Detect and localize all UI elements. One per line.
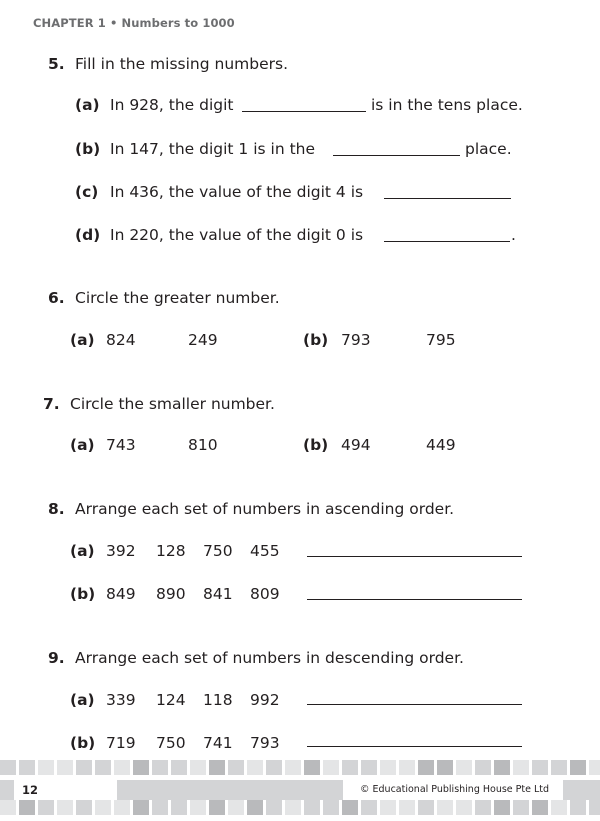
footer-tile — [456, 800, 472, 815]
footer-tile — [266, 800, 282, 815]
q8b-number: 890 — [156, 585, 186, 603]
q8a-answer-line[interactable] — [307, 556, 522, 557]
footer-tile — [342, 800, 358, 815]
q8b-answer-line[interactable] — [307, 599, 522, 600]
q7b-label: (b) — [303, 436, 329, 454]
footer-tile — [114, 800, 130, 815]
footer-tile — [152, 800, 168, 815]
footer-tile — [399, 760, 415, 775]
footer-tile — [456, 760, 472, 775]
question-5-text: Fill in the missing numbers. — [75, 55, 289, 73]
footer-tile — [228, 760, 244, 775]
q7a-number-2[interactable]: 810 — [188, 436, 218, 454]
footer-tile — [76, 800, 92, 815]
footer-tile — [361, 800, 377, 815]
q9a-number: 992 — [250, 691, 280, 709]
footer-tile — [114, 760, 130, 775]
q5b-text-before: In 147, the digit 1 is in the — [110, 140, 316, 158]
q8b-number: 841 — [203, 585, 233, 603]
footer-tile — [171, 760, 187, 775]
footer-tile — [551, 800, 567, 815]
footer-tile — [19, 800, 35, 815]
footer-tile — [475, 760, 491, 775]
q5d-text-after: . — [511, 226, 516, 244]
q5c-text-before: In 436, the value of the digit 4 is — [110, 183, 364, 201]
q6a-number-2[interactable]: 249 — [188, 331, 218, 349]
q9a-label: (a) — [70, 691, 95, 709]
footer-tile — [190, 800, 206, 815]
footer-tile — [437, 800, 453, 815]
footer-tile — [570, 760, 586, 775]
q6b-number-1[interactable]: 793 — [341, 331, 371, 349]
copyright-text: © Educational Publishing House Pte Ltd — [360, 784, 550, 795]
q8a-label: (a) — [70, 542, 95, 560]
page-number: 12 — [22, 783, 39, 797]
footer-tile — [285, 760, 301, 775]
q6b-label: (b) — [303, 331, 329, 349]
footer-tile — [209, 760, 225, 775]
q5b-answer-blank[interactable] — [333, 155, 460, 156]
q5d-label: (d) — [75, 226, 101, 244]
q5d-answer-blank[interactable] — [384, 241, 510, 242]
q9b-label: (b) — [70, 734, 96, 752]
footer-tile — [323, 800, 339, 815]
footer-tile — [209, 800, 225, 815]
question-8-text: Arrange each set of numbers in ascending order. — [75, 500, 455, 518]
q5a-label: (a) — [75, 96, 100, 114]
footer-tile — [0, 760, 16, 775]
footer-tile — [266, 760, 282, 775]
question-9-text: Arrange each set of numbers in descending order. — [75, 649, 464, 667]
footer-tile — [57, 800, 73, 815]
question-6-number: 6. — [48, 289, 65, 307]
q5c-answer-blank[interactable] — [384, 198, 511, 199]
chapter-header: CHAPTER 1 • Numbers to 1000 — [33, 16, 235, 30]
footer-tile — [190, 760, 206, 775]
q8a-number: 750 — [203, 542, 233, 560]
q7b-number-2[interactable]: 449 — [426, 436, 456, 454]
footer-tile — [380, 760, 396, 775]
q5a-text-after: is in the tens place. — [371, 96, 523, 114]
q9a-number: 118 — [203, 691, 233, 709]
footer-tile — [152, 760, 168, 775]
question-7-number: 7. — [43, 395, 60, 413]
footer-tile — [304, 760, 320, 775]
question-6-text: Circle the greater number. — [75, 289, 280, 307]
footer-tile — [19, 760, 35, 775]
footer-tile — [76, 760, 92, 775]
footer-tile — [95, 760, 111, 775]
q5b-label: (b) — [75, 140, 101, 158]
q9a-number: 339 — [106, 691, 136, 709]
footer-tile — [285, 800, 301, 815]
footer-tile — [589, 760, 600, 775]
footer-tile — [437, 760, 453, 775]
q8b-number: 849 — [106, 585, 136, 603]
q9b-number: 793 — [250, 734, 280, 752]
footer-tile — [399, 800, 415, 815]
question-9-number: 9. — [48, 649, 65, 667]
footer-tile — [228, 800, 244, 815]
footer-tile — [304, 800, 320, 815]
question-8-number: 8. — [48, 500, 65, 518]
footer-tile — [589, 800, 600, 815]
footer-tile — [247, 800, 263, 815]
q7a-label: (a) — [70, 436, 95, 454]
q8a-number: 455 — [250, 542, 280, 560]
footer-tile — [361, 760, 377, 775]
q7b-number-1[interactable]: 494 — [341, 436, 371, 454]
footer-tile — [494, 800, 510, 815]
q9a-answer-line[interactable] — [307, 704, 522, 705]
q5d-text-before: In 220, the value of the digit 0 is — [110, 226, 364, 244]
q6a-number-1[interactable]: 824 — [106, 331, 136, 349]
footer-tile — [133, 800, 149, 815]
footer-tile — [342, 760, 358, 775]
q6a-label: (a) — [70, 331, 95, 349]
footer-tile — [247, 760, 263, 775]
q5a-text-before: In 928, the digit — [110, 96, 234, 114]
footer-tile — [513, 800, 529, 815]
q6b-number-2[interactable]: 795 — [426, 331, 456, 349]
footer-tile — [570, 800, 586, 815]
footer-tile — [57, 760, 73, 775]
q5b-text-after: place. — [465, 140, 512, 158]
footer-tile — [513, 760, 529, 775]
q8a-number: 392 — [106, 542, 136, 560]
q9b-number: 719 — [106, 734, 136, 752]
footer-tile — [95, 800, 111, 815]
q9a-number: 124 — [156, 691, 186, 709]
q9b-number: 741 — [203, 734, 233, 752]
question-5-number: 5. — [48, 55, 65, 73]
footer-tile — [380, 800, 396, 815]
q9b-number: 750 — [156, 734, 186, 752]
footer-tile — [494, 760, 510, 775]
footer-tile — [38, 800, 54, 815]
footer-tile — [171, 800, 187, 815]
footer-tile — [323, 760, 339, 775]
footer-tile — [133, 760, 149, 775]
q5a-answer-blank[interactable] — [242, 111, 366, 112]
footer-tile — [532, 800, 548, 815]
q9b-answer-line[interactable] — [307, 746, 522, 747]
footer-tile — [418, 800, 434, 815]
footer-tile — [532, 760, 548, 775]
q5c-label: (c) — [75, 183, 99, 201]
footer-tile — [38, 760, 54, 775]
question-7-text: Circle the smaller number. — [70, 395, 275, 413]
footer-tile — [475, 800, 491, 815]
q8a-number: 128 — [156, 542, 186, 560]
footer-tile — [551, 760, 567, 775]
q8b-number: 809 — [250, 585, 280, 603]
q7a-number-1[interactable]: 743 — [106, 436, 136, 454]
q8b-label: (b) — [70, 585, 96, 603]
footer-tile — [418, 760, 434, 775]
footer-tile — [0, 800, 16, 815]
